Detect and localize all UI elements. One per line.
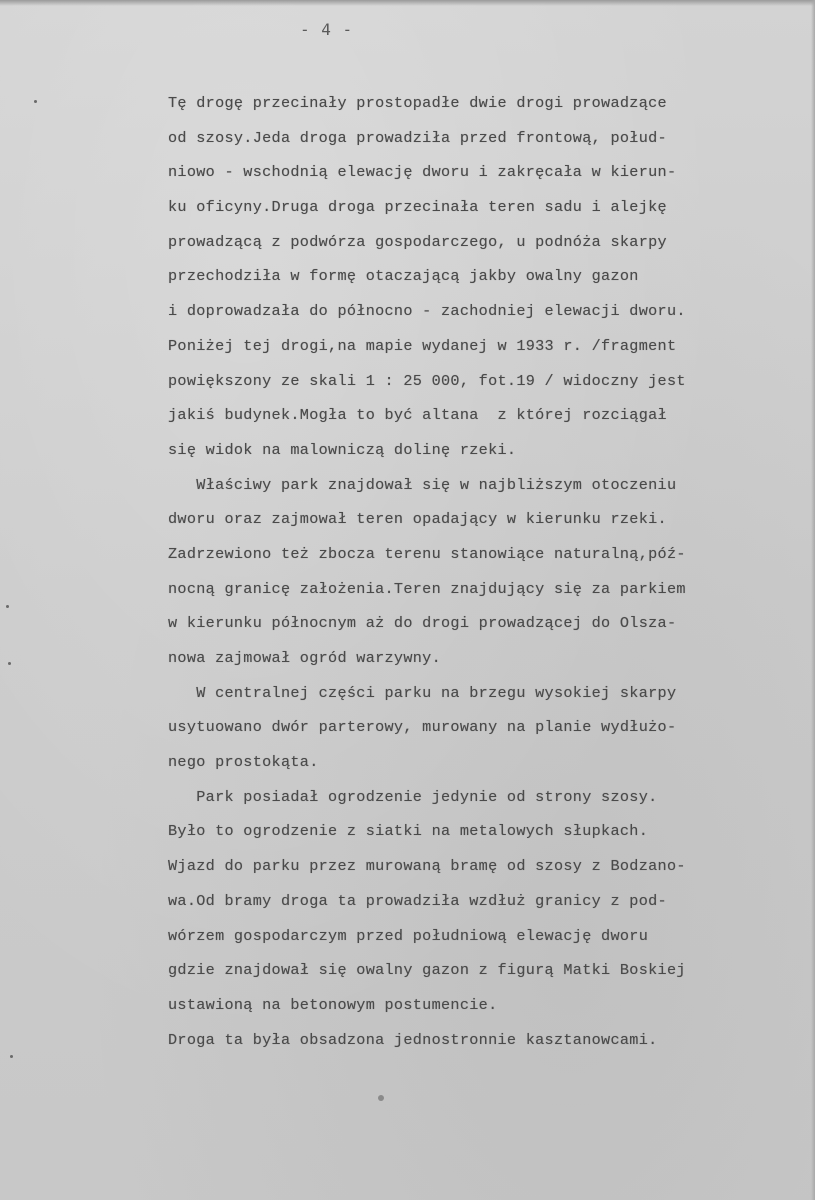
- text-line: niowo - wschodnią elewację dworu i zakręcała w kierun-: [168, 163, 677, 182]
- text-line: Park posiadał ogrodzenie jedynie od strony szosy.: [168, 787, 658, 806]
- text-line: od szosy.Jeda droga prowadziła przed frontową, połud-: [168, 128, 667, 147]
- text-line: ustawioną na betonowym postumencie.: [168, 995, 498, 1014]
- text-line: się widok na malowniczą dolinę rzeki.: [168, 440, 517, 459]
- typed-text-body: [168, 86, 758, 1057]
- dust-speck: [10, 1055, 13, 1058]
- text-line: usytuowano dwór parterowy, murowany na planie wydłużo-: [168, 718, 677, 737]
- text-line: Wjazd do parku przez murowaną bramę od szosy z Bodzano-: [168, 857, 686, 876]
- page-right-edge-shadow: [811, 0, 815, 1200]
- text-line: jakiś budynek.Mogła to być altana z której rozciągał: [168, 406, 667, 425]
- dust-speck: [8, 662, 11, 665]
- text-line: powiększony ze skali 1 : 25 000, fot.19 / widoczny jest: [168, 371, 686, 390]
- page-top-edge-shadow: [0, 0, 815, 6]
- text-line: Było to ogrodzenie z siatki na metalowych słupkach.: [168, 822, 649, 841]
- text-line: w kierunku północnym aż do drogi prowadzącej do Olsza-: [168, 614, 677, 633]
- dust-speck: [6, 605, 9, 608]
- text-line: Droga ta była obsadzona jednostronnie kasztanowcami.: [168, 1030, 658, 1049]
- text-line: nego prostokąta.: [168, 753, 319, 772]
- text-line: i doprowadzała do północno - zachodniej elewacji dworu.: [168, 302, 686, 321]
- text-line: Tę drogę przecinały prostopadłe dwie drogi prowadzące: [168, 94, 667, 112]
- text-line: wa.Od bramy droga ta prowadziła wzdłuż granicy z pod-: [168, 891, 667, 910]
- text-line: przechodziła w formę otaczającą jakby owalny gazon: [168, 267, 639, 286]
- text-line: Poniżej tej drogi,na mapie wydanej w 1933 r. /fragment: [168, 336, 677, 355]
- text-line: Właściwy park znajdował się w najbliższym otoczeniu: [168, 475, 677, 494]
- text-line: nocną granicę założenia.Teren znajdujący się za parkiem: [168, 579, 686, 598]
- page-number: - 4 -: [300, 20, 354, 39]
- text-line: ku oficyny.Druga droga przecinała teren sadu i alejkę: [168, 198, 667, 217]
- text-line: dworu oraz zajmował teren opadający w kierunku rzeki.: [168, 510, 667, 529]
- text-line: Zadrzewiono też zbocza terenu stanowiące naturalną,póź-: [168, 544, 686, 563]
- dust-speck: [34, 100, 37, 103]
- dust-speck: [378, 1095, 384, 1101]
- text-line: gdzie znajdował się owalny gazon z figurą Matki Boskiej: [168, 961, 686, 980]
- text-line: prowadzącą z podwórza gospodarczego, u podnóża skarpy: [168, 232, 667, 251]
- text-line: wórzem gospodarczym przed południową elewację dworu: [168, 926, 649, 945]
- text-line: nowa zajmował ogród warzywny.: [168, 649, 442, 667]
- text-line: W centralnej części parku na brzegu wysokiej skarpy: [168, 683, 677, 702]
